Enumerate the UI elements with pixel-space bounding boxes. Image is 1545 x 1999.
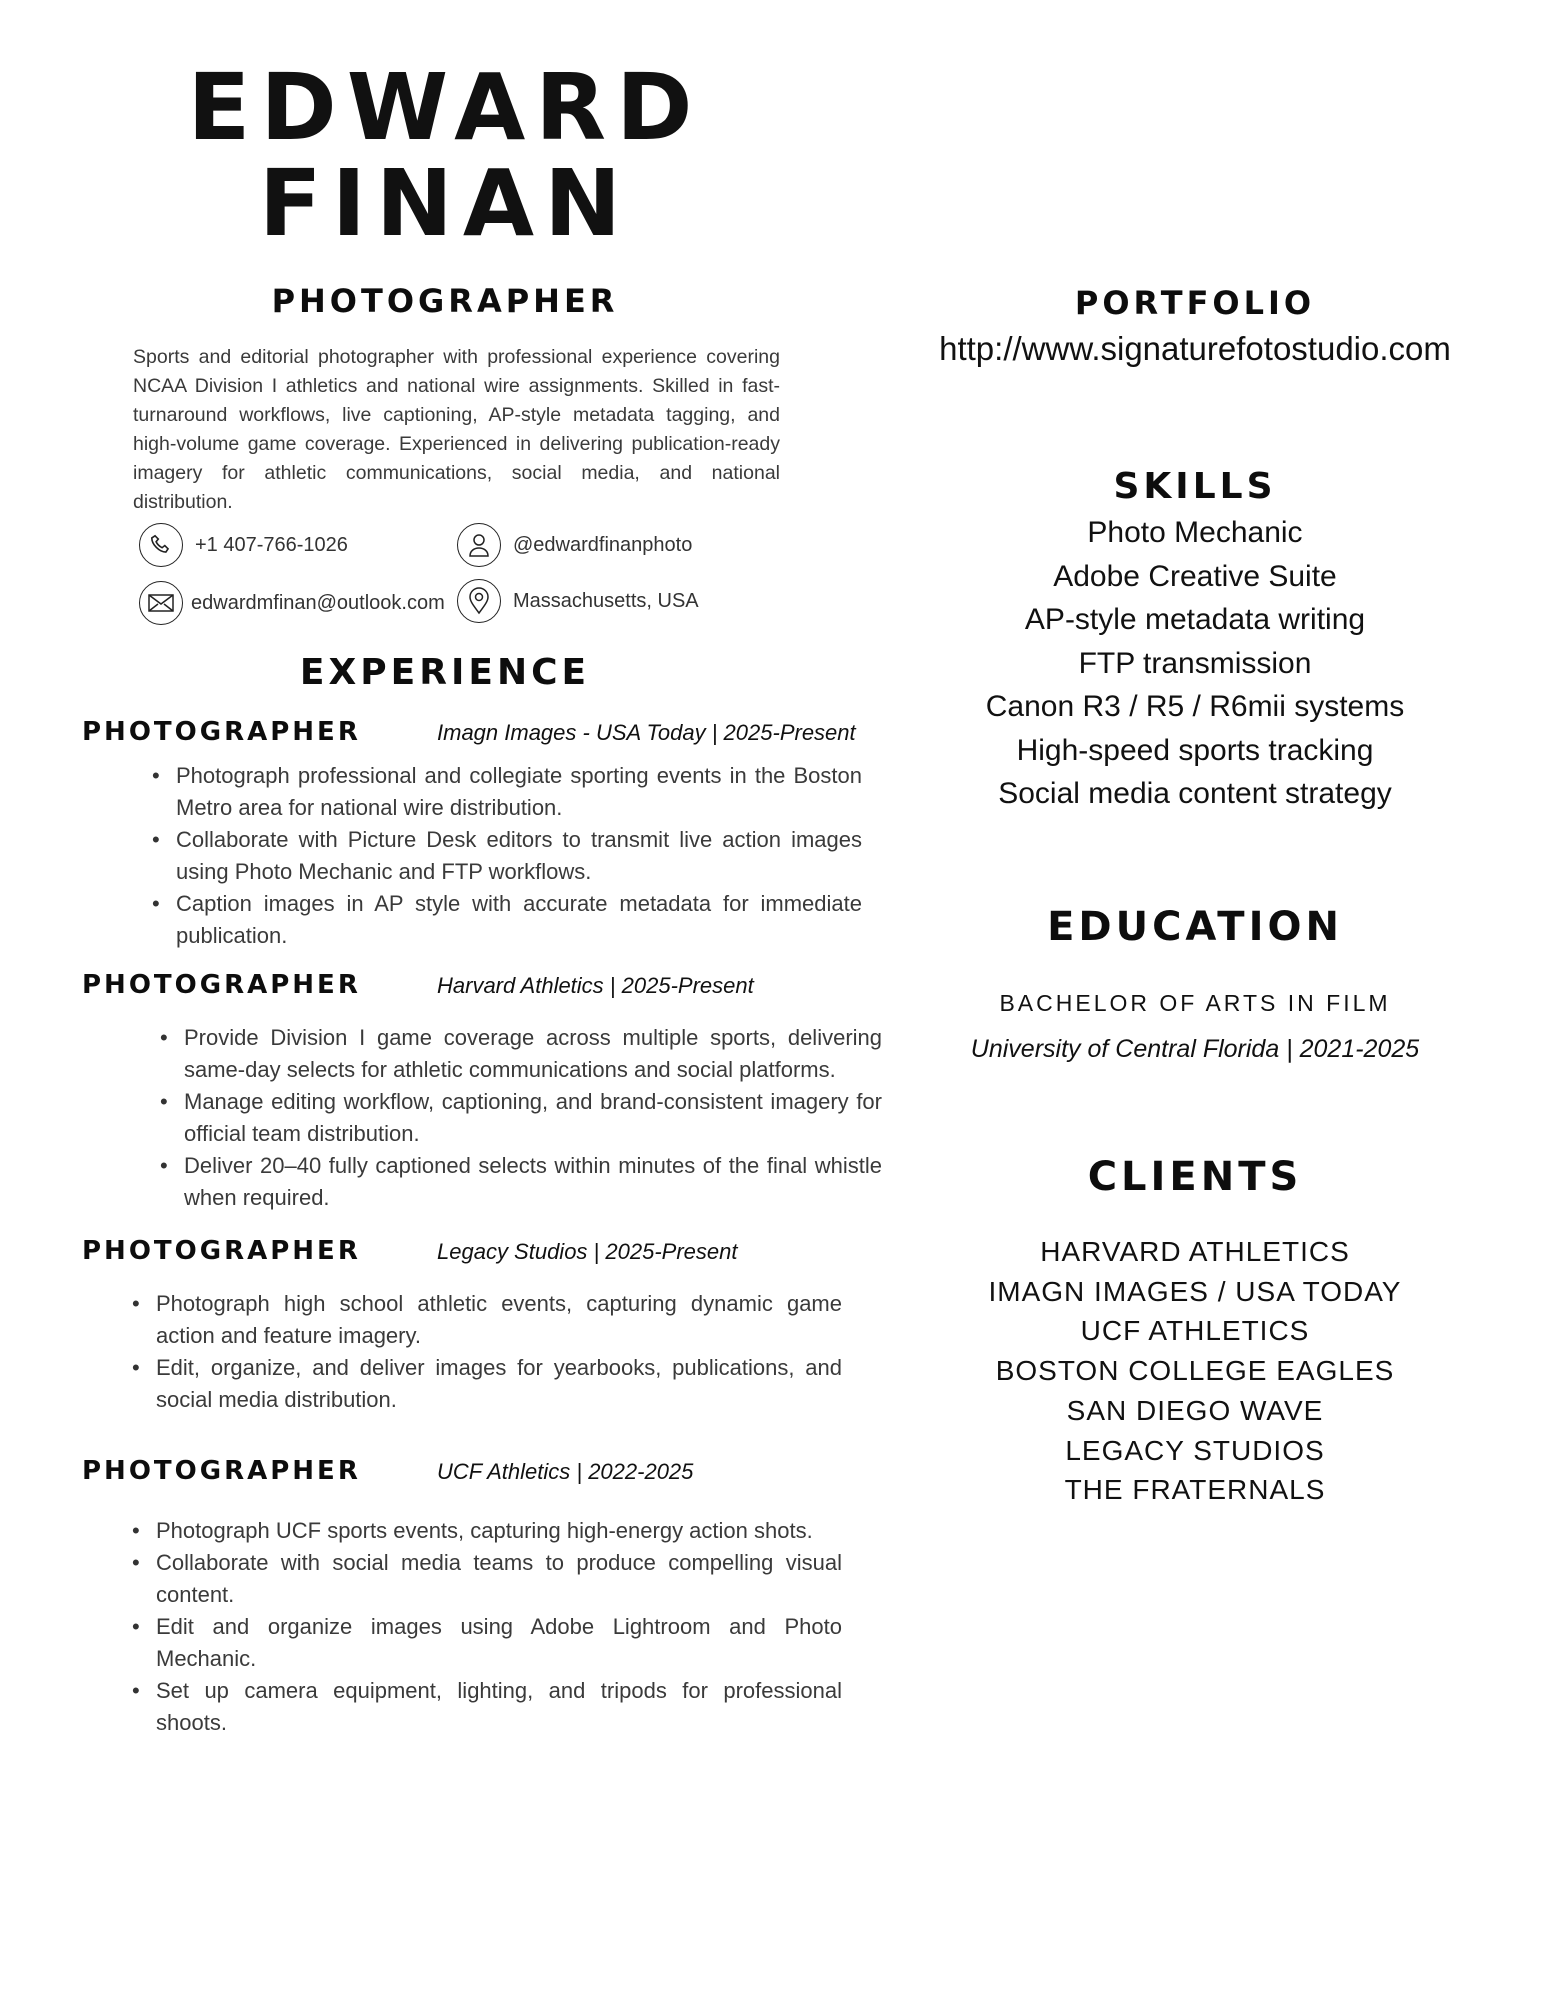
job-role: PHOTOGRAPHER	[82, 717, 361, 747]
skills-heading: SKILLS	[1113, 466, 1277, 507]
job-bullets	[128, 1288, 842, 1416]
job-bullets	[148, 760, 862, 952]
portfolio-link[interactable]: http://www.signaturefotostudio.com	[939, 330, 1451, 367]
job-title: PHOTOGRAPHER	[271, 282, 619, 320]
school: University of Central Florida | 2021-2025	[970, 1035, 1420, 1063]
mail-icon	[139, 581, 183, 625]
job-role: PHOTOGRAPHER	[82, 970, 361, 1000]
portfolio-heading: PORTFOLIO	[1074, 284, 1316, 322]
job-organization: Imagn Images - USA Today | 2025-Present	[437, 720, 856, 745]
list-item: • Provide Division I game coverage across multiple sports, delivering same-day selects for athletic communications and social platforms.	[156, 1022, 882, 1086]
experience-heading: EXPERIENCE	[299, 652, 591, 693]
job-organization: Legacy Studios | 2025-Present	[437, 1239, 738, 1264]
job-organization: UCF Athletics | 2022-2025	[437, 1459, 694, 1484]
list-item: • Caption images in AP style with accurate metadata for immediate publication.	[148, 888, 862, 952]
job-bullets	[156, 1022, 882, 1214]
education-heading: EDUCATION	[1047, 904, 1343, 950]
list-item: • Deliver 20–40 fully captioned selects within minutes of the final whistle when required.	[156, 1150, 882, 1214]
list-item: • Manage editing workflow, captioning, and brand-consistent imagery for official team distribution.	[156, 1086, 882, 1150]
skill-item: AP-style metadata writing	[1024, 603, 1366, 636]
name-heading	[100, 54, 790, 257]
contact-location	[457, 579, 699, 623]
location: Massachusetts, USA	[513, 589, 699, 612]
job-header	[82, 717, 856, 747]
contact-handle[interactable]	[457, 523, 692, 567]
client-item: BOSTON COLLEGE EAGLES	[995, 1355, 1395, 1387]
phone-number: +1 407-766-1026	[195, 533, 348, 556]
client-item: HARVARD ATHLETICS	[1040, 1236, 1350, 1267]
list-item: • Collaborate with social media teams to produce compelling visual content.	[128, 1547, 842, 1611]
job-header	[82, 1456, 693, 1486]
list-item: • Set up camera equipment, lighting, and tripods for professional shoots.	[128, 1675, 842, 1739]
job-role: PHOTOGRAPHER	[82, 1456, 361, 1486]
skill-item: Canon R3 / R5 / R6mii systems	[985, 690, 1405, 723]
skills-list	[895, 511, 1495, 816]
list-item: • Photograph UCF sports events, capturing high-energy action shots.	[128, 1515, 842, 1547]
email-address: edwardmfinan@outlook.com	[191, 591, 445, 614]
skill-item: High-speed sports tracking	[1016, 733, 1374, 767]
clients-list	[895, 1232, 1495, 1510]
skill-item: Photo Mechanic	[1087, 516, 1303, 549]
job-header	[82, 1236, 737, 1266]
job-organization: Harvard Athletics | 2025-Present	[437, 973, 754, 998]
contact-email[interactable]	[139, 581, 445, 625]
summary: Sports and editorial photographer with professional experience covering NCAA Division I athletics and national wire assignments. Skilled in fast-turnaround workflows, live captioning, AP-style metadata tagging, and high-volume game coverage. Experienced in delivering publication-ready imagery for athletic communications, social media, and national distribution.	[133, 346, 780, 513]
client-item: LEGACY STUDIOS	[1065, 1434, 1325, 1466]
list-item: • Edit, organize, and deliver images for yearbooks, publications, and social media distribution.	[128, 1352, 842, 1416]
skill-item: Social media content strategy	[998, 777, 1392, 810]
social-handle: @edwardfinanphoto	[513, 533, 693, 556]
first-name: EDWARD	[187, 54, 703, 161]
job-header	[82, 970, 754, 1000]
contact-phone[interactable]	[139, 523, 348, 567]
list-item: • Photograph high school athletic events, capturing dynamic game action and feature imagery.	[128, 1288, 842, 1352]
list-item: • Collaborate with Picture Desk editors to transmit live action images using Photo Mechanic and FTP workflows.	[148, 824, 862, 888]
client-item: UCF ATHLETICS	[1080, 1315, 1310, 1347]
degree: BACHELOR OF ARTS IN FILM	[999, 990, 1391, 1016]
job-role: PHOTOGRAPHER	[82, 1236, 361, 1266]
client-item: IMAGN IMAGES / USA TODAY	[988, 1275, 1402, 1307]
job-bullets	[128, 1515, 842, 1739]
client-item: SAN DIEGO WAVE	[1066, 1394, 1324, 1426]
client-item: THE FRATERNALS	[1064, 1474, 1326, 1506]
list-item: • Photograph professional and collegiate sporting events in the Boston Metro area for national wire distribution.	[148, 760, 862, 824]
location-pin-icon	[457, 579, 501, 623]
list-item: • Edit and organize images using Adobe Lightroom and Photo Mechanic.	[128, 1611, 842, 1675]
clients-heading: CLIENTS	[1087, 1154, 1303, 1200]
last-name: FINAN	[258, 150, 632, 257]
phone-icon	[139, 523, 183, 567]
user-icon	[457, 523, 501, 567]
skill-item: Adobe Creative Suite	[1053, 559, 1337, 593]
skill-item: FTP transmission	[1078, 646, 1312, 680]
